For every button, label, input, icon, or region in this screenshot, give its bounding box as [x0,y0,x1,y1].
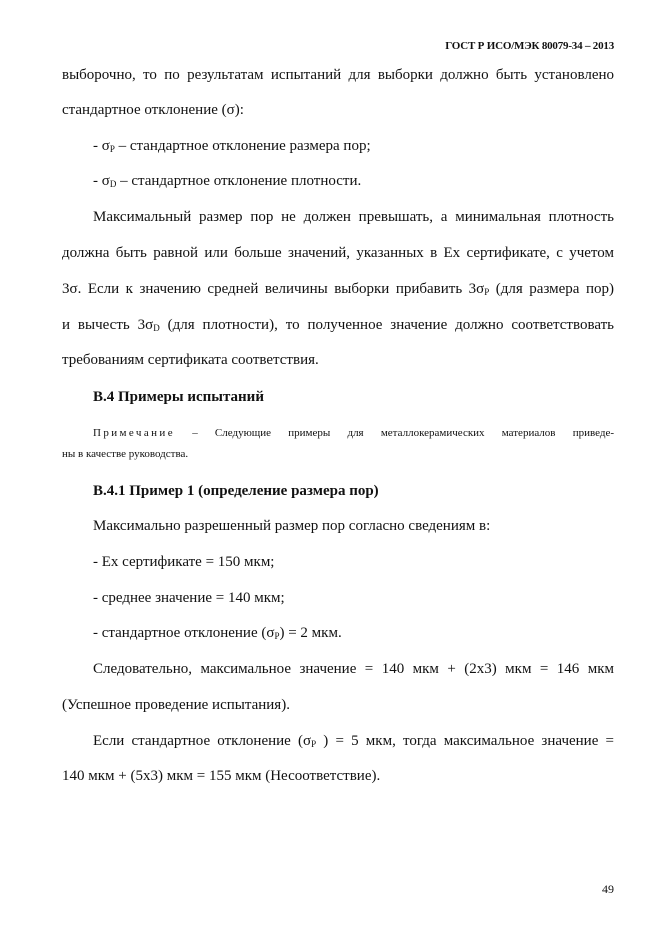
paragraph-line: 140 мкм + (5х3) мкм = 155 мкм (Несоответствие). [62,768,381,784]
note-label: Примечание [93,427,175,439]
note-line: ны в качестве руководства. [62,448,189,460]
list-item: - среднее значение = 140 мкм; [93,590,285,606]
paragraph-line: (Успешное проведение испытания). [62,697,290,713]
note-line: Примечание – Следующие примеры для металлокерамических материалов приведе- [93,427,614,439]
section-heading-b41: В.4.1 Пример 1 (определение размера пор) [93,483,379,499]
paragraph-line: Следовательно, максимальное значение = 140 мкм + (2х3) мкм = 146 мкм [93,661,614,677]
paragraph-line: должна быть равной или больше значений, указанных в Ex сертификате, с учетом [62,245,614,261]
page-number: 49 [602,882,614,896]
paragraph-line: выборочно, то по результатам испытаний для выборки должно быть установлено [62,67,614,83]
paragraph-line: Максимально разрешенный размер пор согласно сведениям в: [93,518,491,534]
section-heading-b4: В.4 Примеры испытаний [93,389,264,405]
list-item: - стандартное отклонение $(\sigma_P) = 2$ мкм. [93,625,342,641]
document-code: ГОСТ Р ИСО/МЭК 80079-34 – 2013 [445,40,614,52]
paragraph-line: требованиям сертификата соответствия. [62,352,319,368]
paragraph-line: Максимальный размер пор не должен превышать, а минимальная плотность [93,209,614,225]
paragraph-line: 3σ. Если к значению средней величины выборки прибавить $3\sigma_P$ (для размера пор) [62,281,614,297]
paragraph-line: и вычесть $3\sigma_D$ (для плотности), то полученное значение должно соответствовать [62,317,615,333]
list-item-sigma-d: - $\sigma_D$ – стандартное отклонение плотности. [93,173,362,189]
list-item-sigma-p: - $\sigma_P$ – стандартное отклонение размера пор; [93,138,371,154]
list-item: - Ex сертификате = 150 мкм; [93,554,275,570]
paragraph-line: стандартное отклонение (σ): [62,102,244,118]
paragraph-line: Если стандартное отклонение ($\sigma_P$ ) = 5 мкм, тогда максимальное значение = [93,733,614,749]
